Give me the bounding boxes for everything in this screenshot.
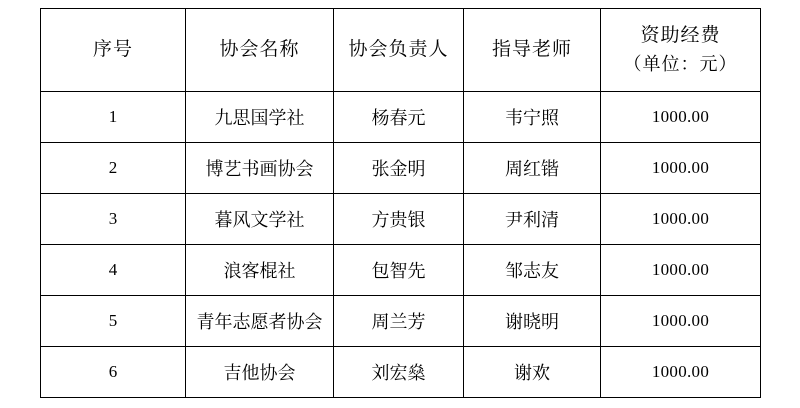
cell-amount: 1000.00 bbox=[601, 92, 761, 143]
column-header-teacher bbox=[464, 9, 601, 92]
cell-leader: 周兰芳 bbox=[334, 296, 464, 347]
funding-table bbox=[40, 8, 761, 398]
cell-index: 2 bbox=[41, 143, 186, 194]
cell-leader: 包智先 bbox=[334, 245, 464, 296]
cell-leader: 杨春元 bbox=[334, 92, 464, 143]
cell-amount: 1000.00 bbox=[601, 245, 761, 296]
cell-teacher: 谢欢 bbox=[464, 347, 601, 398]
cell-association-name: 暮风文学社 bbox=[186, 194, 334, 245]
column-header-funding-unit: （单位：元） bbox=[623, 53, 738, 74]
cell-association-name: 吉他协会 bbox=[186, 347, 334, 398]
column-header-index-label: 序号 bbox=[92, 38, 133, 60]
table-header bbox=[41, 9, 761, 92]
column-header-funding-label: 资助经费 bbox=[640, 25, 721, 47]
cell-leader: 张金明 bbox=[334, 143, 464, 194]
table-header-row bbox=[41, 9, 761, 92]
cell-amount: 1000.00 bbox=[601, 347, 761, 398]
cell-association-name: 九思国学社 bbox=[186, 92, 334, 143]
column-header-association-name bbox=[186, 9, 334, 92]
cell-teacher: 尹利清 bbox=[464, 194, 601, 245]
table-row bbox=[41, 143, 761, 194]
cell-amount: 1000.00 bbox=[601, 194, 761, 245]
cell-leader: 方贵银 bbox=[334, 194, 464, 245]
cell-index: 6 bbox=[41, 347, 186, 398]
table-body bbox=[41, 92, 761, 398]
funding-table-container bbox=[40, 8, 760, 398]
table-row bbox=[41, 92, 761, 143]
cell-teacher: 韦宁照 bbox=[464, 92, 601, 143]
column-header-index bbox=[41, 9, 186, 92]
cell-teacher: 谢晓明 bbox=[464, 296, 601, 347]
column-header-funding bbox=[601, 9, 761, 92]
column-header-leader bbox=[334, 9, 464, 92]
cell-amount: 1000.00 bbox=[601, 296, 761, 347]
column-header-leader-label: 协会负责人 bbox=[348, 38, 449, 60]
cell-index: 3 bbox=[41, 194, 186, 245]
cell-index: 5 bbox=[41, 296, 186, 347]
table-row bbox=[41, 296, 761, 347]
cell-index: 4 bbox=[41, 245, 186, 296]
cell-teacher: 邹志友 bbox=[464, 245, 601, 296]
table-row bbox=[41, 245, 761, 296]
column-header-association-name-label: 协会名称 bbox=[219, 38, 300, 60]
cell-association-name: 浪客棍社 bbox=[186, 245, 334, 296]
table-row bbox=[41, 194, 761, 245]
column-header-teacher-label: 指导老师 bbox=[491, 38, 572, 60]
cell-amount: 1000.00 bbox=[601, 143, 761, 194]
cell-leader: 刘宏燊 bbox=[334, 347, 464, 398]
table-row bbox=[41, 347, 761, 398]
cell-teacher: 周红锴 bbox=[464, 143, 601, 194]
cell-index: 1 bbox=[41, 92, 186, 143]
cell-association-name: 青年志愿者协会 bbox=[186, 296, 334, 347]
cell-association-name: 博艺书画协会 bbox=[186, 143, 334, 194]
